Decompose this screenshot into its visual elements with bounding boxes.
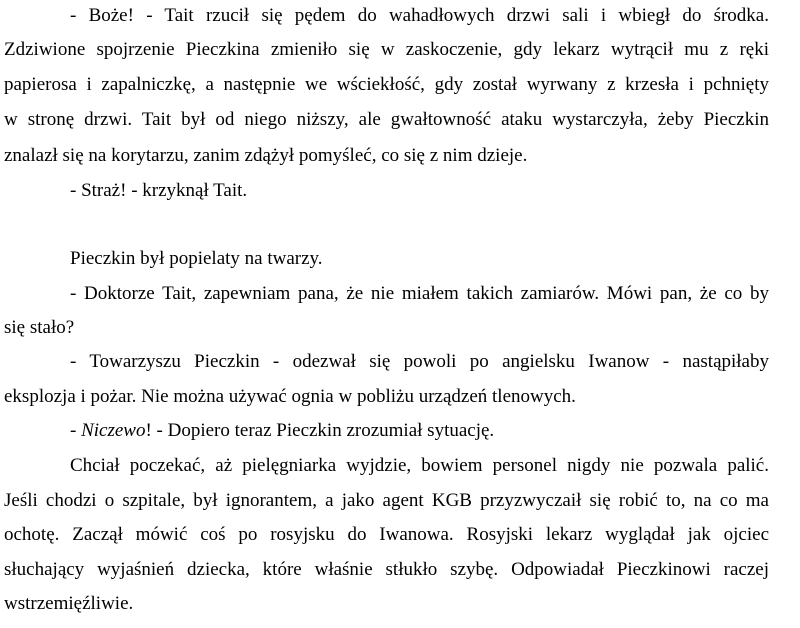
text-line: Chciał poczekać, aż pielęgniarka wyjdzie, bowiem personel nigdy nie pozwala palić. — [70, 455, 769, 476]
text-fragment: ! - Dopiero teraz Pieczkin zrozumiał sytuację. — [145, 420, 495, 441]
text-line: papierosa i zapalniczkę, a następnie we wściekłość, gdy został wyrwany z krzesła i pchnięty — [4, 74, 769, 95]
text-line: - Straż! - krzyknął Tait. — [70, 180, 248, 201]
text-line: - Doktorze Tait, zapewniam pana, że nie miałem takich zamiarów. Mówi pan, że co by — [70, 283, 769, 304]
text-line: - Towarzyszu Pieczkin - odezwał się powoli po angielsku Iwanow - nastąpiłaby — [70, 351, 769, 372]
text-line: się stało? — [4, 317, 75, 338]
text-line — [70, 421, 494, 441]
italic-word: Niczewo — [81, 420, 146, 441]
text-line: słuchający wyjaśnień dziecka, które właśnie stłukło szybę. Odpowiadał Pieczkinowi raczej — [4, 559, 769, 580]
text-line: ochotę. Zaczął mówić coś po rosyjsku do Iwanowa. Rosyjski lekarz wyglądał jak ojciec — [4, 524, 769, 545]
dialogue-dash: - — [70, 420, 82, 441]
text-line: znalazł się na korytarzu, zanim zdążył pomyśleć, co się z nim dzieje. — [4, 145, 528, 166]
text-line: eksplozja i pożar. Nie można używać ognia w pobliżu urządzeń tlenowych. — [4, 386, 576, 407]
text-line: wstrzemięźliwie. — [4, 593, 134, 614]
text-line: Jeśli chodzi o szpitale, był ignorantem, a jako agent KGB przyzwyczaił się robić to, na co ma — [4, 490, 769, 511]
text-line: Pieczkin był popielaty na twarzy. — [70, 248, 323, 269]
text-line: w stronę drzwi. Tait był od niego niższy, ale gwałtowność ataku wystarczyła, żeby Pieczkin — [4, 109, 769, 130]
text-line: Zdziwione spojrzenie Pieczkina zmieniło się w zaskoczenie, gdy lekarz wytrącił mu z ręki — [4, 39, 769, 60]
text-line: - Boże! - Tait rzucił się pędem do wahadłowych drzwi sali i wbiegł do środka. — [70, 5, 769, 26]
